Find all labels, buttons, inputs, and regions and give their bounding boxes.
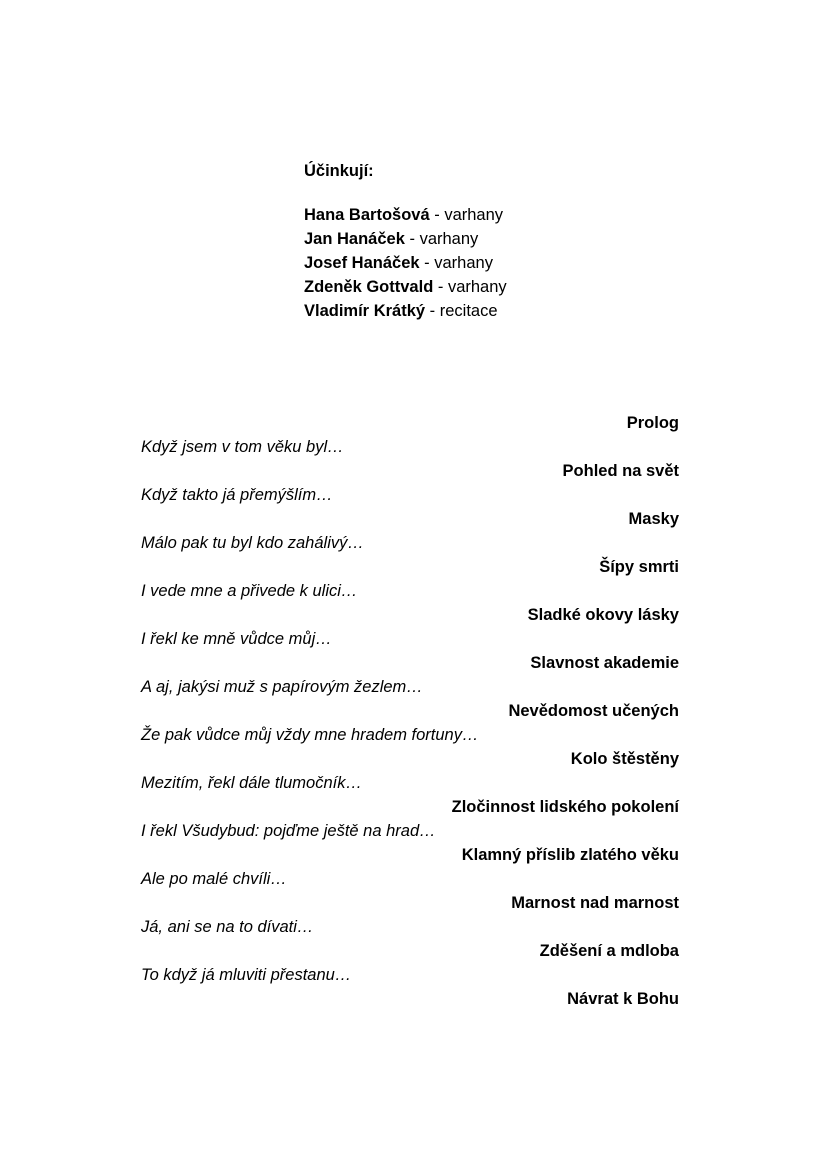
- section-title: Návrat k Bohu: [567, 990, 679, 1008]
- verse-incipit: To když já mluviti přestanu…: [141, 966, 352, 984]
- performer-name: Jan Hanáček: [304, 230, 405, 248]
- cast-section: [304, 159, 507, 323]
- section-title: Prolog: [626, 414, 679, 432]
- section-title: Marnost nad marnost: [511, 894, 679, 912]
- section-title: Kolo štěstěny: [570, 750, 679, 768]
- program-section: [141, 411, 679, 1011]
- section-title: Sladké okovy lásky: [527, 606, 679, 624]
- performer-name: Zdeněk Gottvald: [304, 278, 434, 296]
- cast-member: [304, 251, 507, 275]
- verse-incipit: Když jsem v tom věku byl…: [141, 438, 344, 456]
- verse-incipit: Já, ani se na to dívati…: [141, 918, 314, 936]
- verse-incipit: I vede mne a přivede k ulici…: [141, 582, 358, 600]
- performer-role: varhany: [444, 206, 504, 224]
- role-separator: -: [429, 206, 445, 224]
- verse-incipit: Málo pak tu byl kdo zahálivý…: [141, 534, 364, 552]
- performer-role: varhany: [434, 254, 493, 272]
- section-title: Slavnost akademie: [530, 654, 679, 672]
- role-separator: -: [433, 278, 448, 296]
- section-title: Pohled na svět: [562, 462, 679, 480]
- performer-name: Vladimír Krátký: [304, 302, 426, 320]
- cast-member: [304, 203, 507, 227]
- verse-incipit: I řekl ke mně vůdce můj…: [141, 630, 332, 648]
- performer-role: varhany: [419, 230, 479, 248]
- verse-incipit: Když takto já přemýšlím…: [141, 486, 333, 504]
- section-title: Zděšení a mdloba: [539, 942, 679, 960]
- role-separator: -: [425, 302, 440, 320]
- performer-role: recitace: [439, 302, 498, 320]
- performer-name: Josef Hanáček: [304, 254, 420, 272]
- verse-incipit: A aj, jakýsi muž s papírovým žezlem…: [141, 678, 423, 696]
- cast-member: [304, 299, 507, 323]
- cast-member: [304, 275, 507, 299]
- section-title: Šípy smrti: [599, 558, 679, 576]
- section-title: Nevědomost učených: [508, 702, 679, 720]
- section-title: Zločinnost lidského pokolení: [451, 798, 679, 816]
- verse-incipit: Ale po malé chvíli…: [141, 870, 287, 888]
- section-title: Masky: [628, 510, 679, 528]
- performer-name: Hana Bartošová: [304, 206, 430, 224]
- performer-role: varhany: [447, 278, 507, 296]
- role-separator: -: [404, 230, 420, 248]
- section-title: Klamný příslib zlatého věku: [461, 846, 679, 864]
- role-separator: -: [419, 254, 435, 272]
- verse-incipit: Že pak vůdce můj vždy mne hradem fortuny…: [141, 726, 479, 744]
- verse-incipit: I řekl Všudybud: pojďme ještě na hrad…: [141, 822, 436, 840]
- cast-heading: Účinkují:: [304, 162, 374, 180]
- cast-list: [304, 203, 507, 323]
- cast-member: [304, 227, 507, 251]
- verse-incipit: Mezitím, řekl dále tlumočník…: [141, 774, 362, 792]
